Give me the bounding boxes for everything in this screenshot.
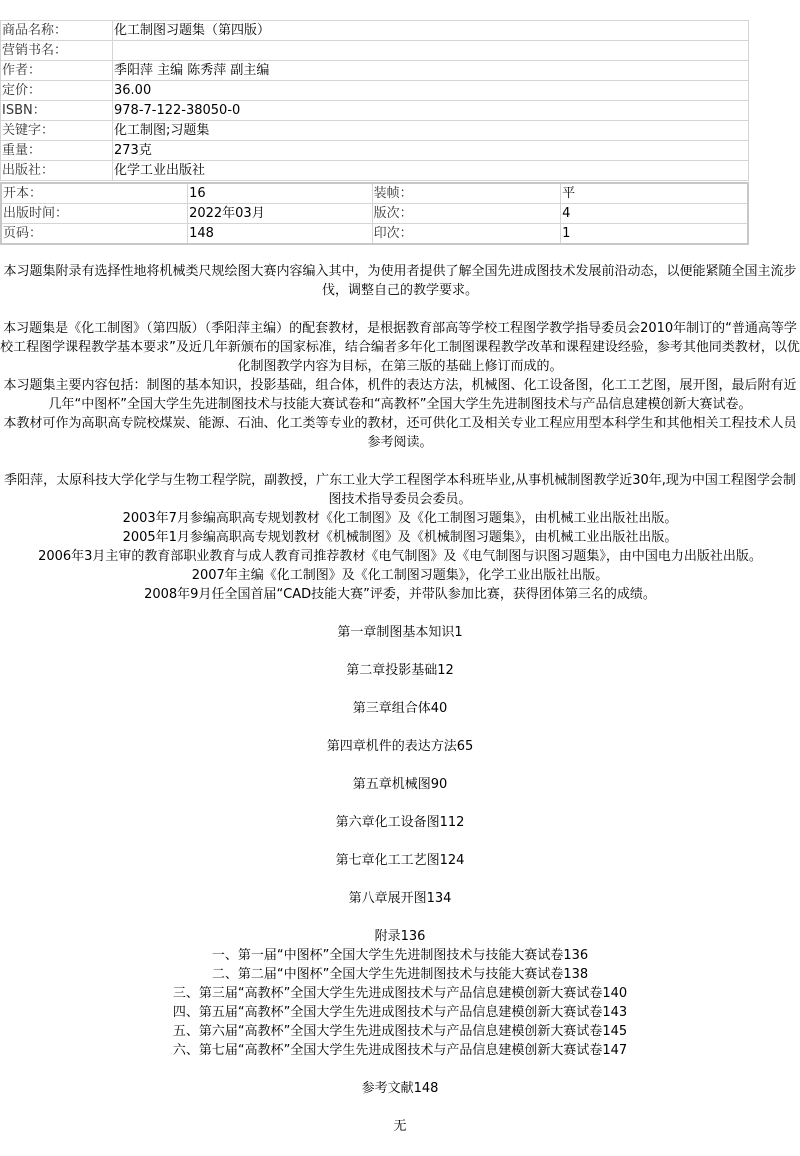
info-value: 978-7-122-38050-0 bbox=[113, 101, 749, 121]
info-value: 36.00 bbox=[113, 81, 749, 101]
intro-paragraph: 本习题集是《化工制图》（第四版）（季阳萍主编）的配套教材，是根据教育部高等学校工程图学教学指导委员会2010年制订的“普通高等学校工程图学课程教学基本要求”及近几年新颁布的国家标准，结合编者多年化工制图课程教学改革和课程建设经验，参考其他同类教材，以优化制图教学内容为目标，在第三版的基础上修订而成的。 bbox=[0, 321, 800, 374]
info-value: 化工制图习题集（第四版） bbox=[113, 21, 749, 41]
spec-label-printing: 印次： bbox=[372, 224, 560, 245]
info-value: 化工制图;习题集 bbox=[113, 121, 749, 141]
info-row-author bbox=[1, 61, 749, 81]
spec-row bbox=[1, 183, 748, 204]
product-spec-table bbox=[0, 182, 749, 245]
spec-label-pages: 页码： bbox=[1, 224, 188, 245]
author-item: 2005年1月参编高职高专规划教材《机械制图》及《机械制图习题集》，由机械工业出版社出版。 bbox=[122, 530, 678, 545]
spec-label-format: 开本： bbox=[1, 183, 188, 204]
intro-paragraph: 本习题集附录有选择性地将机械类尺规绘图大赛内容编入其中，为使用者提供了解全国先进成图技术发展前沿动态，以便能紧随全国主流步伐，调整自己的教学要求。 bbox=[3, 264, 797, 298]
info-label: 出版社： bbox=[1, 161, 113, 181]
info-label: 作者： bbox=[1, 61, 113, 81]
info-row-marketing-name bbox=[1, 41, 749, 61]
toc-chapter: 第四章机件的表达方法65 bbox=[326, 739, 474, 754]
spec-label-binding: 装帧： bbox=[372, 183, 560, 204]
product-info-table bbox=[0, 20, 749, 181]
info-label: 商品名称： bbox=[1, 21, 113, 41]
toc-chapter: 第五章机械图90 bbox=[352, 777, 448, 792]
info-value: 273克 bbox=[113, 141, 749, 161]
spec-value-format: 16 bbox=[188, 183, 373, 204]
toc-chapter: 第三章组合体40 bbox=[352, 701, 448, 716]
spec-row bbox=[1, 224, 748, 245]
toc-appendix-title: 附录136 bbox=[374, 929, 426, 944]
info-value: 季阳萍 主编 陈秀萍 副主编 bbox=[113, 61, 749, 81]
spec-value-edition: 4 bbox=[561, 204, 748, 224]
toc-chapter: 第八章展开图134 bbox=[348, 891, 452, 906]
info-label: 关键字： bbox=[1, 121, 113, 141]
author-item: 2008年9月任全国首届“CAD技能大赛”评委，并带队参加比赛，获得团体第三名的成绩。 bbox=[144, 587, 656, 602]
info-row-publisher bbox=[1, 161, 749, 181]
info-label: 营销书名： bbox=[1, 41, 113, 61]
info-row-name bbox=[1, 21, 749, 41]
info-row-weight bbox=[1, 141, 749, 161]
intro-paragraph: 本教材可作为高职高专院校煤炭、能源、石油、化工类等专业的教材，还可供化工及相关专业工程应用型本科学生和其他相关工程技术人员参考阅读。 bbox=[3, 416, 797, 450]
toc-appendix-item: 五、第六届“高教杯”全国大学生先进成图技术与产品信息建模创新大赛试卷145 bbox=[172, 1024, 628, 1039]
info-label: ISBN： bbox=[1, 101, 113, 121]
toc-references: 参考文献148 bbox=[361, 1081, 439, 1096]
toc-chapter: 第二章投影基础12 bbox=[346, 663, 454, 678]
author-item: 2003年7月参编高职高专规划教材《化工制图》及《化工制图习题集》，由机械工业出版社出版。 bbox=[122, 511, 678, 526]
spec-row bbox=[1, 204, 748, 224]
info-label: 重量： bbox=[1, 141, 113, 161]
toc-appendix-item: 三、第三届“高教杯”全国大学生先进成图技术与产品信息建模创新大赛试卷140 bbox=[172, 986, 628, 1001]
author-item: 2006年3月主审的教育部职业教育与成人教育司推荐教材《电气制图》及《电气制图与识图习题集》，由中国电力出版社出版。 bbox=[38, 549, 762, 564]
toc-appendix-item: 二、第二届“中图杯”全国大学生先进制图技术与技能大赛试卷138 bbox=[211, 967, 589, 982]
info-label: 定价： bbox=[1, 81, 113, 101]
spec-value-printing: 1 bbox=[561, 224, 748, 245]
info-row-keywords bbox=[1, 121, 749, 141]
spec-value-binding: 平 bbox=[561, 183, 748, 204]
toc-appendix-item: 四、第五届“高教杯”全国大学生先进成图技术与产品信息建模创新大赛试卷143 bbox=[172, 1005, 628, 1020]
info-row-price bbox=[1, 81, 749, 101]
spec-value-pages: 148 bbox=[188, 224, 373, 245]
toc-chapter: 第六章化工设备图112 bbox=[335, 815, 465, 830]
toc-chapter: 第七章化工工艺图124 bbox=[335, 853, 465, 868]
spec-label-edition: 版次： bbox=[372, 204, 560, 224]
author-item: 2007年主编《化工制图》及《化工制图习题集》，化学工业出版社出版。 bbox=[191, 568, 609, 583]
info-row-isbn bbox=[1, 101, 749, 121]
toc-appendix-item: 六、第七届“高教杯”全国大学生先进成图技术与产品信息建模创新大赛试卷147 bbox=[172, 1043, 628, 1058]
info-value: 化学工业出版社 bbox=[113, 161, 749, 181]
footer-text: 无 bbox=[393, 1119, 407, 1134]
book-description bbox=[0, 262, 800, 1136]
author-bio: 季阳萍，太原科技大学化学与生物工程学院，副教授，广东工业大学工程图学本科班毕业,从事机械制图教学近30年,现为中国工程图学会制图技术指导委员会委员。 bbox=[4, 473, 796, 507]
toc-chapter: 第一章制图基本知识1 bbox=[337, 625, 463, 640]
spec-label-pub-date: 出版时间： bbox=[1, 204, 188, 224]
toc-appendix-item: 一、第一届“中图杯”全国大学生先进制图技术与技能大赛试卷136 bbox=[211, 948, 589, 963]
intro-paragraph: 本习题集主要内容包括：制图的基本知识，投影基础，组合体，机件的表达方法，机械图、化工设备图，化工工艺图，展开图，最后附有近几年“中图杯”全国大学生先进制图技术与技能大赛试卷和“高教杯”全国大学生先进制图技术与产品信息建模创新大赛试卷。 bbox=[3, 378, 797, 412]
spec-value-pub-date: 2022年03月 bbox=[188, 204, 373, 224]
info-value bbox=[113, 41, 749, 61]
